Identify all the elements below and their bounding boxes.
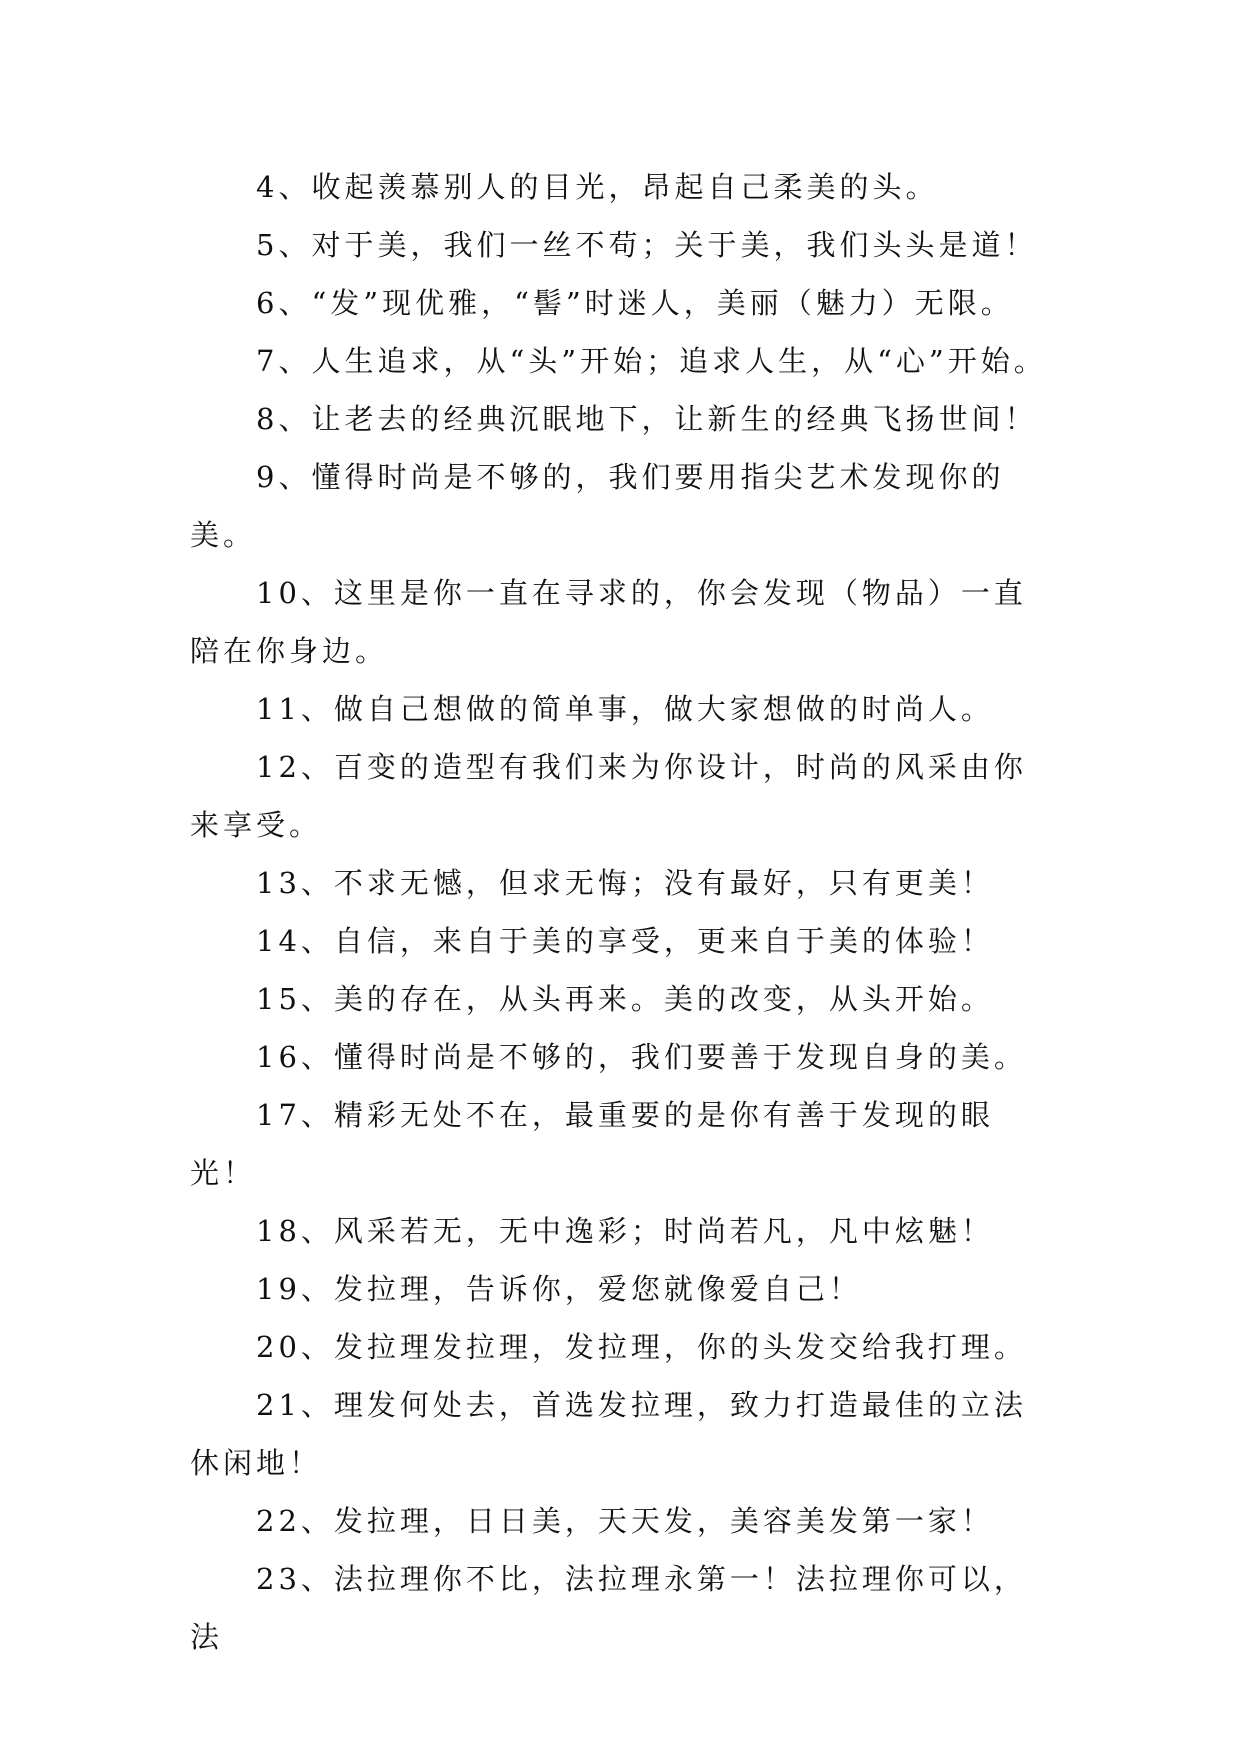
paragraph-8: 8、让老去的经典沉眠地下，让新生的经典飞扬世间！ [256,402,1038,436]
paragraph-14: 14、自信，来自于美的享受，更来自于美的体验！ [256,924,994,958]
paragraph-17: 17、精彩无处不在，最重要的是你有善于发现的眼光！ [190,1098,994,1190]
paragraph-16: 16、懂得时尚是不够的，我们要善于发现自身的美。 [256,1040,1027,1074]
paragraph-21: 21、理发何处去，首选发拉理，致力打造最佳的立法休闲地！ [190,1388,1027,1480]
paragraph-9: 9、懂得时尚是不够的，我们要用指尖艺术发现你的美。 [190,460,1005,552]
paragraph-12: 12、百变的造型有我们来为你设计，时尚的风采由你来享受。 [190,750,1027,842]
paragraph-13: 13、不求无憾，但求无悔；没有最好，只有更美！ [256,866,994,900]
paragraph-11: 11、做自己想做的简单事，做大家想做的时尚人。 [256,692,994,726]
paragraph-7: 7、人生追求，从“头”开始；追求人生，从“心”开始。 [256,344,1047,378]
document-body [190,158,1050,1666]
paragraph-5: 5、对于美，我们一丝不苟；关于美，我们头头是道！ [256,228,1038,262]
paragraph-20: 20、发拉理发拉理，发拉理，你的头发交给我打理。 [256,1330,1027,1364]
paragraph-4: 4、收起羡慕别人的目光，昂起自己柔美的头。 [256,170,939,204]
paragraph-18: 18、风采若无，无中逸彩；时尚若凡，凡中炫魅！ [256,1214,994,1248]
paragraph-15: 15、美的存在，从头再来。美的改变，从头开始。 [256,982,994,1016]
paragraph-10: 10、这里是你一直在寻求的，你会发现（物品）一直陪在你身边。 [190,576,1027,668]
paragraph-6: 6、“发”现优雅，“髻”时迷人，美丽（魅力）无限。 [256,286,1014,320]
paragraph-19: 19、发拉理，告诉你，爱您就像爱自己！ [256,1272,862,1306]
paragraph-23: 23、法拉理你不比，法拉理永第一！法拉理你可以，法 [190,1562,1027,1654]
paragraph-22: 22、发拉理，日日美，天天发，美容美发第一家！ [256,1504,994,1538]
